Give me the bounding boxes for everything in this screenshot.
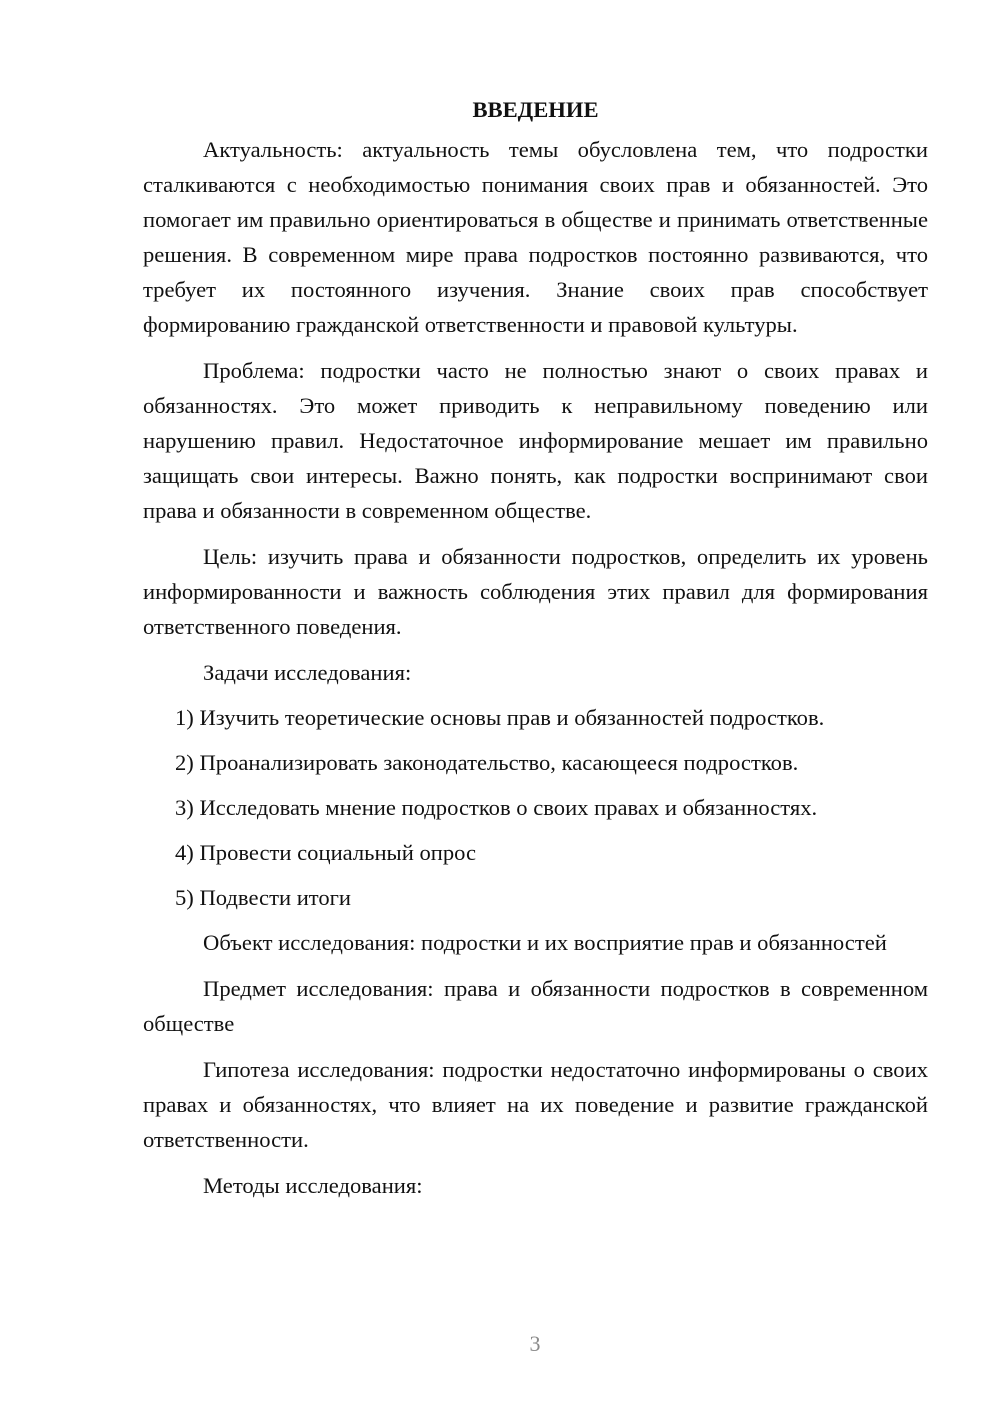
subject-paragraph: Предмет исследования: права и обязанности подростков в современном обществе (143, 976, 928, 1036)
tasks-heading: Задачи исследования: (203, 660, 412, 685)
page-content (143, 92, 928, 1213)
page-number: 3 (529, 1331, 541, 1356)
hypothesis-paragraph: Гипотеза исследования: подростки недостаточно информированы о своих правах и обязанностях, что влияет на их поведение и развитие гражданской ответственности. (143, 1057, 928, 1152)
title-text: ВВЕДЕНИЕ (472, 97, 599, 122)
task-item-3: 3) Исследовать мнение подростков о своих правах и обязанностях. (175, 795, 818, 820)
task-item-5: 5) Подвести итоги (175, 885, 352, 910)
object-paragraph: Объект исследования: подростки и их восприятие прав и обязанностей (203, 930, 887, 955)
task-item-2: 2) Проанализировать законодательство, касающееся подростков. (175, 750, 799, 775)
task-item-4: 4) Провести социальный опрос (175, 840, 477, 865)
goal-paragraph: Цель: изучить права и обязанности подростков, определить их уровень информированности и важность соблюдения этих правил для формирования ответственного поведения. (143, 544, 928, 639)
page-title (143, 92, 928, 127)
methods-heading: Методы исследования: (203, 1173, 423, 1198)
problem-paragraph: Проблема: подростки часто не полностью знают о своих правах и обязанностях. Это может приводить к неправильному поведению или нарушению правил. Недостаточное информирование мешает им правильно защищать свои интересы. Важно понять, как подростки воспринимают свои права и обязанности в современном обществе. (143, 358, 928, 523)
relevance-paragraph: Актуальность: актуальность темы обусловлена тем, что подростки сталкиваются с необходимостью понимания своих прав и обязанностей. Это помогает им правильно ориентироваться в обществе и принимать ответственные решения. В современном мире права подростков постоянно развиваются, что требует их постоянного изучения. Знание своих прав способствует формированию гражданской ответственности и правовой культуры. (143, 137, 928, 337)
task-item-1: 1) Изучить теоретические основы прав и обязанностей подростков. (175, 705, 825, 730)
